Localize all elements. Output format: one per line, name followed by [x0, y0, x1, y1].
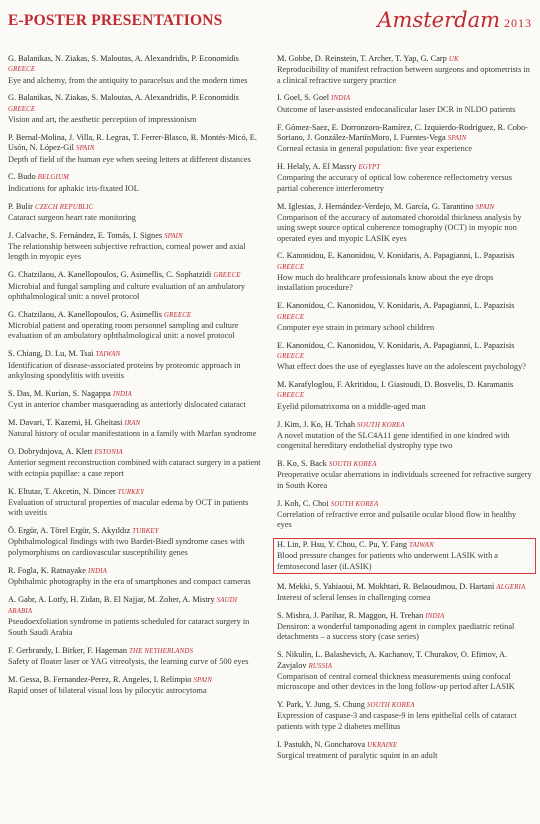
entry-title: Vision and art, the aesthetic perception of impressionism — [8, 115, 197, 125]
entry-country: GREECE — [164, 311, 192, 319]
abstract-entry — [277, 162, 532, 194]
entry-title: Ophthalmological findings with two Bardet-Biedl syndrome cases with polymorphisms on cardiovascular susceptibility genes — [8, 537, 245, 557]
entry-country: GREECE — [277, 313, 305, 321]
entry-country: ALGERIA — [496, 583, 526, 591]
entry-country: BELGIUM — [37, 174, 69, 182]
abstract-entry — [8, 646, 263, 668]
entry-title: Eye and alchemy, from the antiquity to paracelsus and the modern times — [8, 75, 248, 85]
abstract-entry — [8, 133, 263, 165]
abstract-entry — [8, 54, 263, 86]
abstract-entry — [8, 270, 263, 302]
page-header — [8, 8, 532, 36]
abstract-entry — [277, 420, 532, 452]
entry-title: Surgical treatment of paralytic squint in an adult — [277, 750, 438, 760]
entry-title: Interest of scleral lenses in challenging cornea — [277, 592, 431, 602]
abstract-entry — [277, 341, 532, 373]
abstract-entry — [8, 389, 263, 411]
entry-country: SPAIN — [475, 203, 495, 211]
entry-country: SPAIN — [193, 676, 213, 684]
entry-country: INDIA — [425, 612, 445, 620]
entry-country: TURKEY — [132, 528, 159, 536]
entry-country: INDIA — [87, 567, 108, 575]
abstract-entry — [277, 202, 532, 244]
entry-title: Comparison of central corneal thickness measurements using confocal microscope and other devices in the long follow-up period after LASIK — [277, 671, 515, 692]
abstract-entry — [8, 595, 263, 638]
entry-country: TURKEY — [117, 488, 145, 496]
entry-authors: E. Kanonidou, C. Kanonidou, V. Konidaris, A. Papagianni, L. Papazisis — [277, 301, 515, 311]
entry-authors: Ö. Ergür, A. Törel Ergür, S. Akyıldız — [8, 526, 131, 536]
page-title: E-POSTER PRESENTATIONS — [8, 12, 223, 29]
entry-authors: S. Chiang, D. Lu, M. Tsai — [8, 349, 94, 359]
entry-country: SPAIN — [164, 232, 183, 240]
entry-title: Cyst in anterior chamber masquerading as anteriorly dislocated cataract — [8, 400, 246, 410]
entry-authors: S. Mishra, J. Parihar, R. Maggon, H. Trehan — [277, 610, 424, 620]
entry-title: Microbial and fungal sampling and culture evaluation of an ambulatory ophthalmological unit: a novel protocol — [8, 281, 246, 301]
entry-country: SOUTH KOREA — [328, 461, 377, 469]
entry-country: SOUTH KOREA — [357, 421, 405, 429]
abstract-entry — [277, 740, 532, 762]
entry-country: UK — [448, 56, 459, 63]
entry-title: Computer eye strain in primary school children — [277, 322, 435, 332]
entry-title: Correlation of refractive error and pulsatile ocular blood flow in healthy eyes — [277, 509, 517, 530]
abstract-entry — [8, 447, 263, 479]
entry-authors: M. Karafyloglou, F. Akritidou, I. Giastoudi, D. Bosvelis, D. Karamanis — [277, 380, 514, 390]
entry-country: SOUTH KOREA — [330, 500, 379, 508]
entry-authors: M. Gobbe, D. Reinstein, T. Archer, T. Yap, G. Carp — [277, 54, 447, 63]
entry-authors: O. Dobrydnjova, A. Klett — [8, 447, 93, 457]
entry-authors: M. Gessa, B. Fernandez-Perez, R. Angeles, I. Relimpio — [8, 674, 192, 684]
entry-title: Blood pressure changes for patients who underwent LASIK with a femtosecond laser (iLASIK) — [277, 551, 498, 571]
entry-country: TAIWAN — [95, 351, 121, 359]
entry-authors: J. Koh, C. Choi — [277, 498, 329, 508]
brand-city: Amsterdam — [377, 8, 500, 32]
entry-title: Identification of disease-associated proteins by proteomic approach in ankylosing spondylitis with uveitis — [8, 360, 241, 380]
entry-country: EGYPT — [358, 164, 381, 172]
entry-authors: P. Bulir — [8, 201, 33, 211]
entry-authors: M. Davari, T. Kazemi, H. Gheitasi — [8, 417, 123, 427]
entry-country: GREECE — [8, 66, 36, 74]
abstract-entry — [277, 582, 532, 604]
entry-title: Reproducibility of manifest refraction between surgeons and optometrists in a clinical refractive surgery practice — [277, 65, 530, 85]
entry-authors: G. Balanikas, N. Ziakas, S. Maloutas, A. Alexandridis, P. Economidis — [8, 54, 239, 63]
entry-authors: F. Gerbrandy, I. Birker, F. Hageman — [8, 645, 127, 655]
brand-year: 2013 — [504, 16, 532, 30]
abstract-entry — [277, 301, 532, 333]
entry-authors: A. Gabr, A. Lotfy, H. Zidan, B. El Najjar, M. Zoher, A. Mistry — [8, 594, 215, 604]
entry-authors: J. Calvache, S. Fernández, E. Tomás, I. Signes — [8, 230, 163, 240]
event-brand — [377, 8, 532, 32]
entry-authors: M. Mekki, S. Yahiaoui, M. Mokhtari, R. Belaoudmou, D. Hartani — [277, 581, 495, 591]
entry-authors: I. Goel, S. Goel — [277, 93, 330, 103]
entry-title: Comparing the accuracy of optical low coherence reflectometry versus partial coherence interferometry — [277, 173, 512, 193]
entry-country: INDIA — [331, 95, 351, 103]
entry-authors: C. Kanonidou, E. Kanonidou, V. Konidaris, A. Papagianni, L. Papazisis — [277, 251, 515, 261]
entry-title: How much do healthcare professionals know about the eye drops installation procedure? — [277, 273, 494, 293]
left-column — [8, 54, 263, 704]
entry-country: GREECE — [213, 272, 241, 280]
entry-country: RUSSIA — [308, 662, 333, 670]
entry-authors: H. Helaly, A. El Massry — [277, 162, 357, 172]
entry-title: Microbial patient and operating room personnel sampling and culture evaluation of an ambulatory ophthalmological unit: a novel protocol — [8, 321, 239, 341]
entry-authors: H. Lin, P. Hsu, Y. Chou, C. Pu, Y. Fang — [277, 540, 408, 550]
entry-country: GREECE — [277, 352, 305, 360]
abstract-entry — [277, 380, 532, 412]
entry-authors: S. Das, M. Kurian, S. Nagappa — [8, 388, 111, 398]
entry-country: CZECH REPUBLIC — [34, 203, 94, 211]
entry-title: Anterior segment reconstruction combined with cataract surgery in a patient with ectopia pupillae: a case report — [8, 458, 261, 478]
abstract-entry — [8, 231, 263, 263]
entry-authors: K. Eltutar, T. Akcetin, N. Dincer — [8, 486, 116, 496]
entry-country: SOUTH KOREA — [366, 702, 415, 710]
entry-title: The relationship between subjective refraction, corneal power and axial length in myopic eyes — [8, 242, 246, 262]
abstract-entry — [277, 93, 532, 115]
entry-country: UKRAINE — [367, 741, 398, 749]
entry-title: Rapid onset of bilateral visual loss by pilocytic astrocytoma — [8, 686, 207, 696]
entry-title: Outcome of laser-assisted endocanalicular laser DCR in NLDO patients — [277, 104, 516, 114]
entry-title: Eyelid pilomatrixoma on a middle-aged man — [277, 401, 426, 411]
entry-country: THE NETHERLANDS — [129, 647, 194, 655]
entry-country: INDIA — [112, 390, 132, 398]
entry-authors: M. Iglesias, J. Hernández-Verdejo, M. García, G. Tarantino — [277, 201, 474, 211]
entry-authors: B. Ko, S. Back — [277, 459, 327, 469]
abstract-entry — [277, 611, 532, 643]
entry-title: Pseudoexfoliation syndrome in patients scheduled for cataract surgery in South Saudi Arabia — [8, 617, 250, 637]
entry-authors: S. Nikulin, L. Balashevich, A. Kachanov, T. Churakov, O. Efimov, A. Zavjalov — [277, 650, 508, 670]
entry-title: Natural history of ocular manifestations in a family with Marfan syndrome — [8, 429, 257, 439]
entry-title: Indications for aphakic iris-fixated IOL — [8, 183, 139, 193]
abstract-entry — [277, 650, 532, 692]
entry-country: GREECE — [277, 263, 305, 271]
abstract-entry — [8, 526, 263, 558]
entry-title: Depth of field of the human eye when seeing letters at different distances — [8, 154, 251, 164]
entry-country: SAUDI ARABIA — [8, 596, 238, 616]
entry-authors: P. Bernal-Molina, J. Villa, R. Legras, T. Ferrer-Blasco, R. Montés-Micó, E. Usón, N. López-Gil — [8, 132, 257, 153]
abstract-entry — [8, 310, 263, 342]
entry-authors: E. Kanonidou, C. Kanonidou, V. Konidaris, A. Papagianni, L. Papazisis — [277, 340, 515, 350]
abstract-entry — [8, 172, 263, 194]
entry-country: IRAN — [124, 419, 141, 427]
abstract-entry — [8, 418, 263, 440]
entry-title: Corneal ectasia in general population: five year experience — [277, 144, 473, 154]
abstract-entry — [277, 700, 532, 732]
entry-authors: C. Budo — [8, 172, 36, 182]
entry-title: Expression of caspase-3 and caspase-9 in lens epithelial cells of cataract patients with type 2 diabetes mellitus — [277, 711, 517, 731]
abstract-entry — [277, 54, 532, 86]
entry-title: Evaluation of structural properties of macular edema by OCT in patients with uveitis — [8, 497, 249, 518]
abstract-entry — [8, 566, 263, 588]
entry-title: What effect does the use of eyeglasses have on the adolescent psychology? — [277, 362, 526, 372]
entry-authors: Y. Park, Y. Jung, S. Chung — [277, 700, 365, 710]
entry-country: GREECE — [277, 392, 305, 400]
abstract-entry — [8, 93, 263, 125]
entry-authors: J. Kim, J. Ko, H. Tchah — [277, 419, 356, 429]
abstract-entry — [277, 459, 532, 491]
entry-title: Cataract surgeon heart rate monitoring — [8, 212, 136, 222]
entry-country: TAIWAN — [409, 542, 434, 550]
abstract-entry — [8, 675, 263, 697]
entry-country: SPAIN — [75, 145, 95, 153]
abstract-entry — [8, 349, 263, 381]
entry-authors: I. Pastukh, N. Goncharova — [277, 739, 366, 749]
entry-authors: G. Balanikas, N. Ziakas, S. Maloutas, A. Alexandridis, P. Economidis — [8, 93, 239, 103]
entry-title: Safety of floater laser or YAG vitreolysis, the learning curve of 500 eyes — [8, 656, 249, 666]
entry-country: GREECE — [8, 105, 36, 113]
entry-title: Ophthalmic photography in the era of smartphones and compact cameras — [8, 576, 251, 586]
entry-country: ESTONIA — [94, 449, 123, 457]
entry-authors: G. Chatzilaou, A. Kanellopoulos, G. Asimellis, C. Sophatzidi — [8, 270, 212, 280]
right-column — [277, 54, 532, 769]
entry-title: A novel mutation of the SLC4A11 gene identified in one kindred with congenital hereditary endothelial dystrophy type two — [277, 430, 510, 451]
entry-authors: G. Chatzilaou, A. Kanellopoulos, G. Asimellis — [8, 309, 162, 319]
entry-title: Densiron: a wonderful tamponading agent in complex paediatric retinal detachments – a success story (case series) — [277, 622, 515, 642]
entry-authors: R. Fogla, K. Ratnayake — [8, 565, 86, 575]
abstract-entry — [8, 487, 263, 519]
abstract-entry — [277, 499, 532, 531]
entry-authors: F. Gómez-Saez, E. Dorronzoro-Ramírez, C. Izquierdo-Rodriguez, R. Cobo-Soriano, J. González-MartínMoro, I. Fuentes-Vega — [277, 122, 528, 142]
entry-country: SPAIN — [447, 134, 467, 142]
abstract-entry — [8, 202, 263, 224]
abstract-entry — [277, 123, 532, 155]
abstract-entry — [277, 251, 532, 293]
entry-title: Preoperative ocular aberrations in individuals screened for refractive surgery in South Korea — [277, 470, 532, 490]
entry-title: Comparison of the accuracy of automated choroidal thickness analysis by using swept source optical coherence tomography (OCT) in myopic non operated eyes and myopic LASIK eyes — [277, 212, 522, 243]
highlighted-abstract-entry — [273, 538, 536, 574]
